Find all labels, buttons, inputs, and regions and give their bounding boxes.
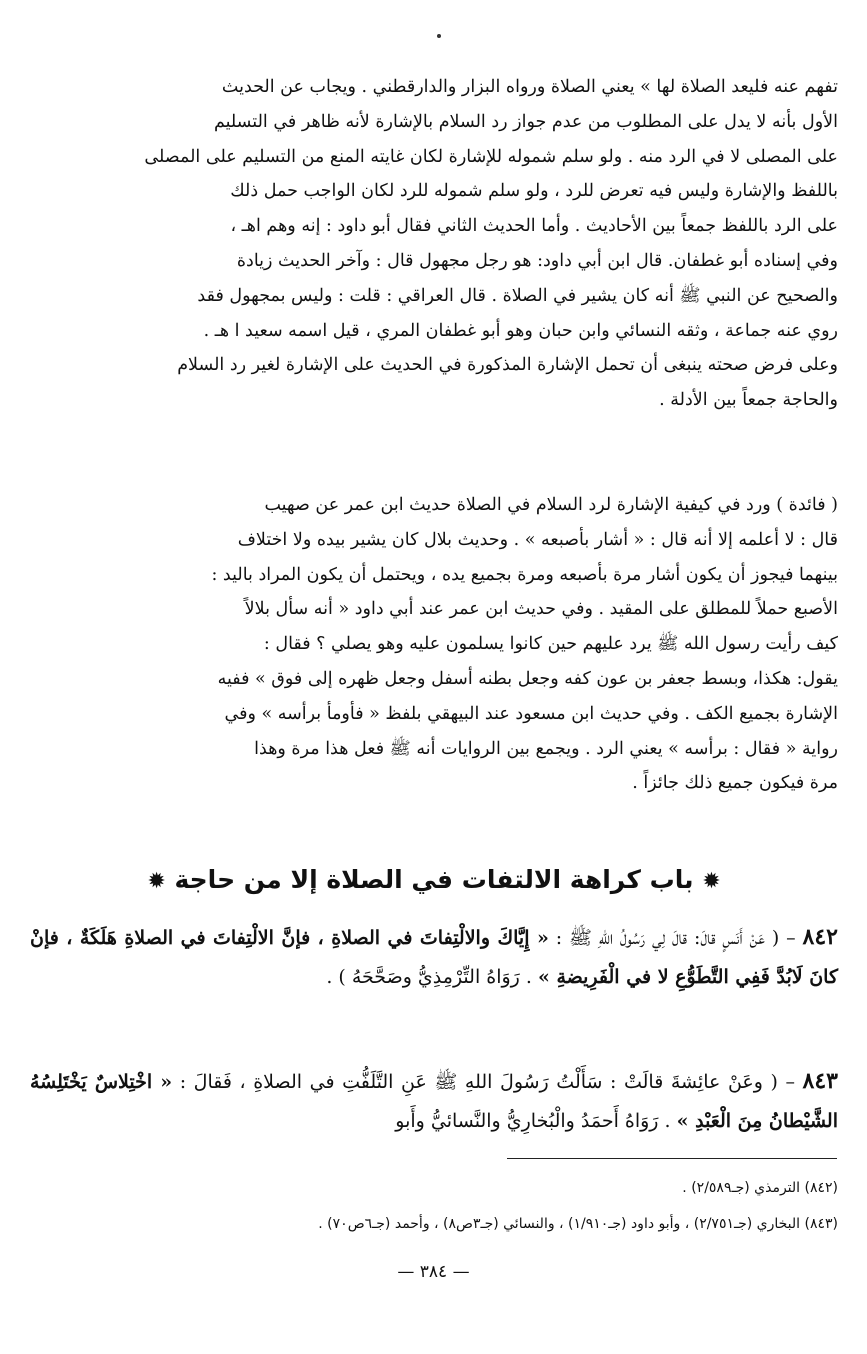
commentary-line: ( فائدة ) ورد في كيفية الإشارة لرد السلام في الصلاة حديث ابن عمر عن صهيب [264, 495, 838, 515]
commentary-line: باللفظ والإشارة وليس فيه تعرض للرد ، ولو سلم شموله للرد لكان الواجب حمل ذلك [230, 181, 838, 202]
star-ornament-icon: ✹ [702, 869, 721, 894]
commentary-line: والحاجة جمعاً بين الأدلة . [659, 390, 838, 411]
page-number: — ٣٨٤ — [397, 1262, 470, 1282]
chapter-title: باب كراهة الالتفات في الصلاة إلا من حاجة [174, 865, 694, 894]
commentary-line: بينهما فيجوز أن يكون أشار مرة بأصبعه ومرة بجميع يده ، ويحتمل أن يكون المراد باليد : [211, 564, 838, 585]
hadith-isnad: – ( عَنْ أَنَسٍ قالَ: قالَ لِي رَسُولُ اللهِ ﷺ : [548, 927, 803, 949]
commentary-line: قال : لا أعلمه إلا أنه قال : « أشار بأصبعه » . وحديث بلال كان يشير بيده ولا اختلاف [237, 529, 838, 550]
footnote-divider [507, 1158, 837, 1159]
hadith-number: ٨٤٢ [802, 924, 838, 950]
hadith-number: ٨٤٣ [802, 1068, 838, 1094]
hadith-843 [30, 1062, 838, 1141]
commentary-line: الإشارة بجميع الكف . وفي حديث ابن مسعود عند البيهقي بلفظ « فأومأ برأسه » وفي [224, 703, 838, 724]
commentary-line: كيف رأيت رسول الله ﷺ يرد عليهم حين كانوا يسلمون عليه وهو يصلي ؟ فقال : [263, 634, 838, 655]
commentary-block-2 [30, 488, 838, 801]
hadith-isnad: – ( وعَنْ عائِشةَ قالَتْ : سَأَلْتُ رَسُولَ اللهِ ﷺ عَنِ التَّلَفُّتِ في الصلاةِ ، فَقالَ : [172, 1071, 803, 1093]
footnote: (٨٤٢) الترمذي (جـ٢/٥٨٩) . [682, 1180, 838, 1196]
commentary-block-1 [30, 70, 838, 418]
chapter-heading [30, 860, 838, 902]
star-ornament-icon: ✹ [147, 869, 166, 894]
commentary-line: رواية « فقال : برأسه » يعني الرد . ويجمع بين الروايات أنه ﷺ فعل هذا مرة وهذا [254, 738, 838, 759]
commentary-line: وفي إسناده أبو غطفان. قال ابن أبي داود: هو رجل مجهول قال : وآخر الحديث زيادة [236, 250, 838, 271]
commentary-line: الأول بأنه لا يدل على المطلوب من عدم جواز رد السلام بالإشارة لأنه ظاهر في التسليم [213, 111, 838, 132]
hadith-takhrij: . رَوَاهُ التِّرْمِذِيُّ وصَحَّحَهُ ) . [326, 966, 538, 988]
page-mark [437, 34, 441, 38]
hadith-matn: « إِيَّاكَ والالْتِفاتَ في الصلاةِ ، فإنَّ الالْتِفاتَ في الصلاةِ هَلَكَةٌ ، فإنْ كانَ لَابُدَّ فَفِي التَّطَوُّعِ لا في الْفَرِيضةِ » [30, 927, 838, 988]
hadith-takhrij: . رَوَاهُ أَحمَدُ والْبُخارِيُّ والنَّسائيُّ وأَبو [395, 1110, 677, 1132]
commentary-line: الأصبع حملاً للمطلق على المقيد . وفي حديث ابن عمر عند أبي داود « أنه سأل بلالاً [244, 599, 838, 620]
commentary-line: مرة فيكون جميع ذلك جائزاً . [632, 773, 838, 794]
commentary-line: تفهم عنه فليعد الصلاة لها » يعني الصلاة ورواه البزار والدارقطني . ويجاب عن الحديث [221, 77, 838, 97]
hadith-matn: « اخْتِلاسٌ يَخْتَلِسُهُ الشَّيْطانُ مِنَ الْعَبْدِ » [30, 1071, 838, 1132]
hadith-842 [30, 918, 838, 997]
commentary-line: والصحيح عن النبي ﷺ أنه كان يشير في الصلاة . قال العراقي : قلت : وليس بمجهول فقد [197, 285, 838, 306]
footnote: (٨٤٣) البخاري (جـ٢/٧٥١) ، وأبو داود (جـ١/٩١٠) ، والنسائي (جـ٣ص٨) ، وأحمد (جـ٦ص٧٠) . [318, 1216, 838, 1232]
commentary-line: وعلى فرض صحته ينبغى أن تحمل الإشارة المذكورة في الحديث على الإشارة لغير رد السلام [177, 355, 838, 376]
commentary-line: روي عنه جماعة ، وثقه النسائي وابن حبان وهو أبو غطفان المري ، قيل اسمه سعيد ا هـ . [203, 320, 838, 341]
commentary-line: على المصلى لا في الرد منه . ولو سلم شموله للإشارة لكان غايته المنع من التسليم على المصلى [144, 146, 838, 167]
commentary-line: على الرد باللفظ جمعاً بين الأحاديث . وأما الحديث الثاني فقال أبو داود : إنه وهم اهـ ، [230, 216, 838, 237]
commentary-line: يقول: هكذا، وبسط جعفر بن عون كفه وجعل بطنه أسفل وجعل ظهره إلى فوق » ففيه [217, 668, 838, 689]
